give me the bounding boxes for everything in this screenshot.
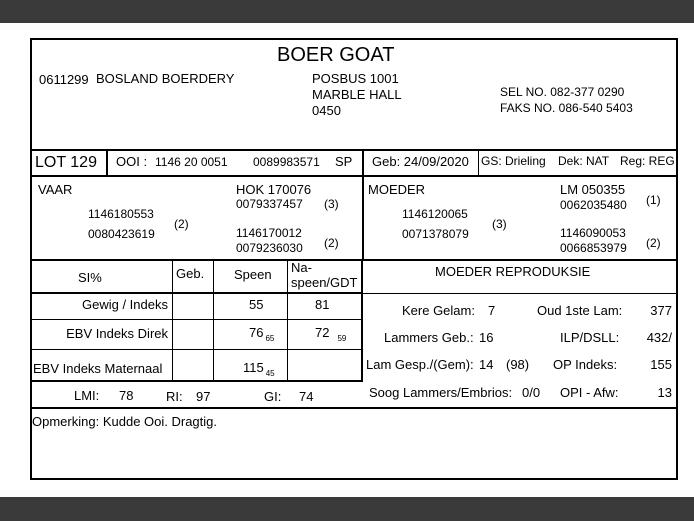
divider [362,149,364,261]
sire-dam-count: (2) [324,236,339,250]
dam-id1: 1146120065 [402,207,468,221]
address-line3: 0450 [312,103,341,118]
divider [287,260,288,380]
lam-gesp-label: Lam Gesp./(Gem): [366,357,474,372]
sire-label: VAAR [38,182,73,197]
dam-dam-id1: 1146090053 [560,226,626,240]
naspeen-value [315,325,347,343]
ri-label: RI: [166,389,183,404]
speen-value-main: 115 [243,360,264,375]
divider [172,260,173,380]
kere-gelam-value: 7 [488,303,496,318]
divider [213,260,214,380]
opi-label: OPI - Afw: [560,385,619,400]
remarks-text: Kudde Ooi. Dragtig. [102,414,218,429]
sire-id2: 0080423619 [88,227,155,241]
bottom-dark-bar [0,497,694,521]
address-line2: MARBLE HALL [312,87,402,102]
sire-id1: 1146180553 [88,207,154,221]
ilp-value: 432/ [646,330,672,345]
gi-label: GI: [264,389,282,404]
naspeen-value: 81 [315,297,330,312]
sire-sire-name: HOK 170076 [236,182,312,197]
speen-value-main: 76 [249,325,264,340]
oud-lam-label: Oud 1ste Lam: [537,303,623,318]
dam-sire-count: (1) [646,193,661,207]
divider [30,407,678,409]
naspeen-accuracy: 59 [337,334,347,343]
sire-count: (2) [174,217,189,231]
reproduction-title: MOEDER REPRODUKSIE [435,264,591,279]
divider [30,319,363,320]
dam-dam-count: (2) [646,236,661,250]
sire-sire-count: (3) [324,197,339,211]
naspeen-header: Na- speen/GDT [291,260,358,290]
address-line1: POSBUS 1001 [312,71,399,86]
lot-number: LOT 129 [35,154,97,171]
lmi-label: LMI: [74,388,100,403]
gi-value: 74 [299,389,314,404]
lam-gesp-gem: (98) [506,357,530,372]
sire-sire-id: 0079337457 [236,197,303,211]
soog-value: 0/0 [522,385,541,400]
speen-value: 55 [249,297,264,312]
lam-gesp-value: 14 [479,357,494,372]
divider [30,259,32,382]
lammers-geb-value: 16 [479,330,494,345]
registration: Reg: REG [620,154,675,168]
divider [30,380,363,382]
top-dark-bar [0,0,694,23]
speen-value [243,360,275,378]
cell-number: SEL NO. 082-377 0290 [500,85,625,99]
sire-dam-id2: 0079236030 [236,241,303,255]
divider [362,293,678,294]
ooi-label: OOI : [116,154,148,169]
speen-header: Speen [234,267,272,282]
divider [30,349,363,350]
sex-code: SP [335,154,353,169]
page-title: BOER GOAT [277,44,395,66]
soog-label: Soog Lammers/Embrios: [369,385,513,400]
breeder-name: BOSLAND BOERDERY [96,71,235,86]
row-label: EBV Indeks Direk [66,326,168,341]
lmi-value: 78 [119,388,134,403]
row-label: EBV Indeks Maternaal [33,361,163,376]
geb-header: Geb. [176,266,205,281]
fax-number: FAKS NO. 086-540 5403 [500,101,633,115]
ooi-number: 1146 20 0051 [155,155,228,169]
dam-label: MOEDER [368,182,426,197]
naspeen-value-main: 72 [315,325,330,340]
divider [361,259,363,382]
divider [30,292,363,294]
op-indeks-label: OP Indeks: [553,357,618,372]
ilp-label: ILP/DSLL: [560,330,620,345]
dam-dam-id2: 0066853979 [560,241,627,255]
op-indeks-value: 155 [650,357,672,372]
dam-id2: 0071378079 [402,227,469,241]
remarks [32,414,217,429]
dam-count: (3) [492,217,507,231]
ri-value: 97 [196,389,211,404]
speen-accuracy: 65 [265,334,275,343]
sire-dam-id1: 1146170012 [236,226,302,240]
birth-status: GS: Drieling [481,154,546,168]
mating-type: Dek: NAT [558,154,610,168]
lammers-geb-label: Lammers Geb.: [384,330,474,345]
divider [30,149,678,151]
speen-value [249,325,275,343]
animal-id: 0089983571 [253,155,320,169]
dam-sire-id: 0062035480 [560,198,627,212]
row-label: Gewig / Indeks [82,297,168,312]
dam-sire-name: LM 050355 [560,182,626,197]
opi-value: 13 [657,385,672,400]
divider [106,149,108,177]
kere-gelam-label: Kere Gelam: [402,303,475,318]
divider [30,175,678,177]
si-header: SI% [78,270,102,285]
oud-lam-value: 377 [650,303,672,318]
remarks-label: Opmerking: [32,414,100,429]
speen-accuracy: 45 [265,369,275,378]
breeder-code: 0611299 [39,72,89,87]
divider [478,150,479,176]
birth-date: Geb: 24/09/2020 [372,154,469,169]
